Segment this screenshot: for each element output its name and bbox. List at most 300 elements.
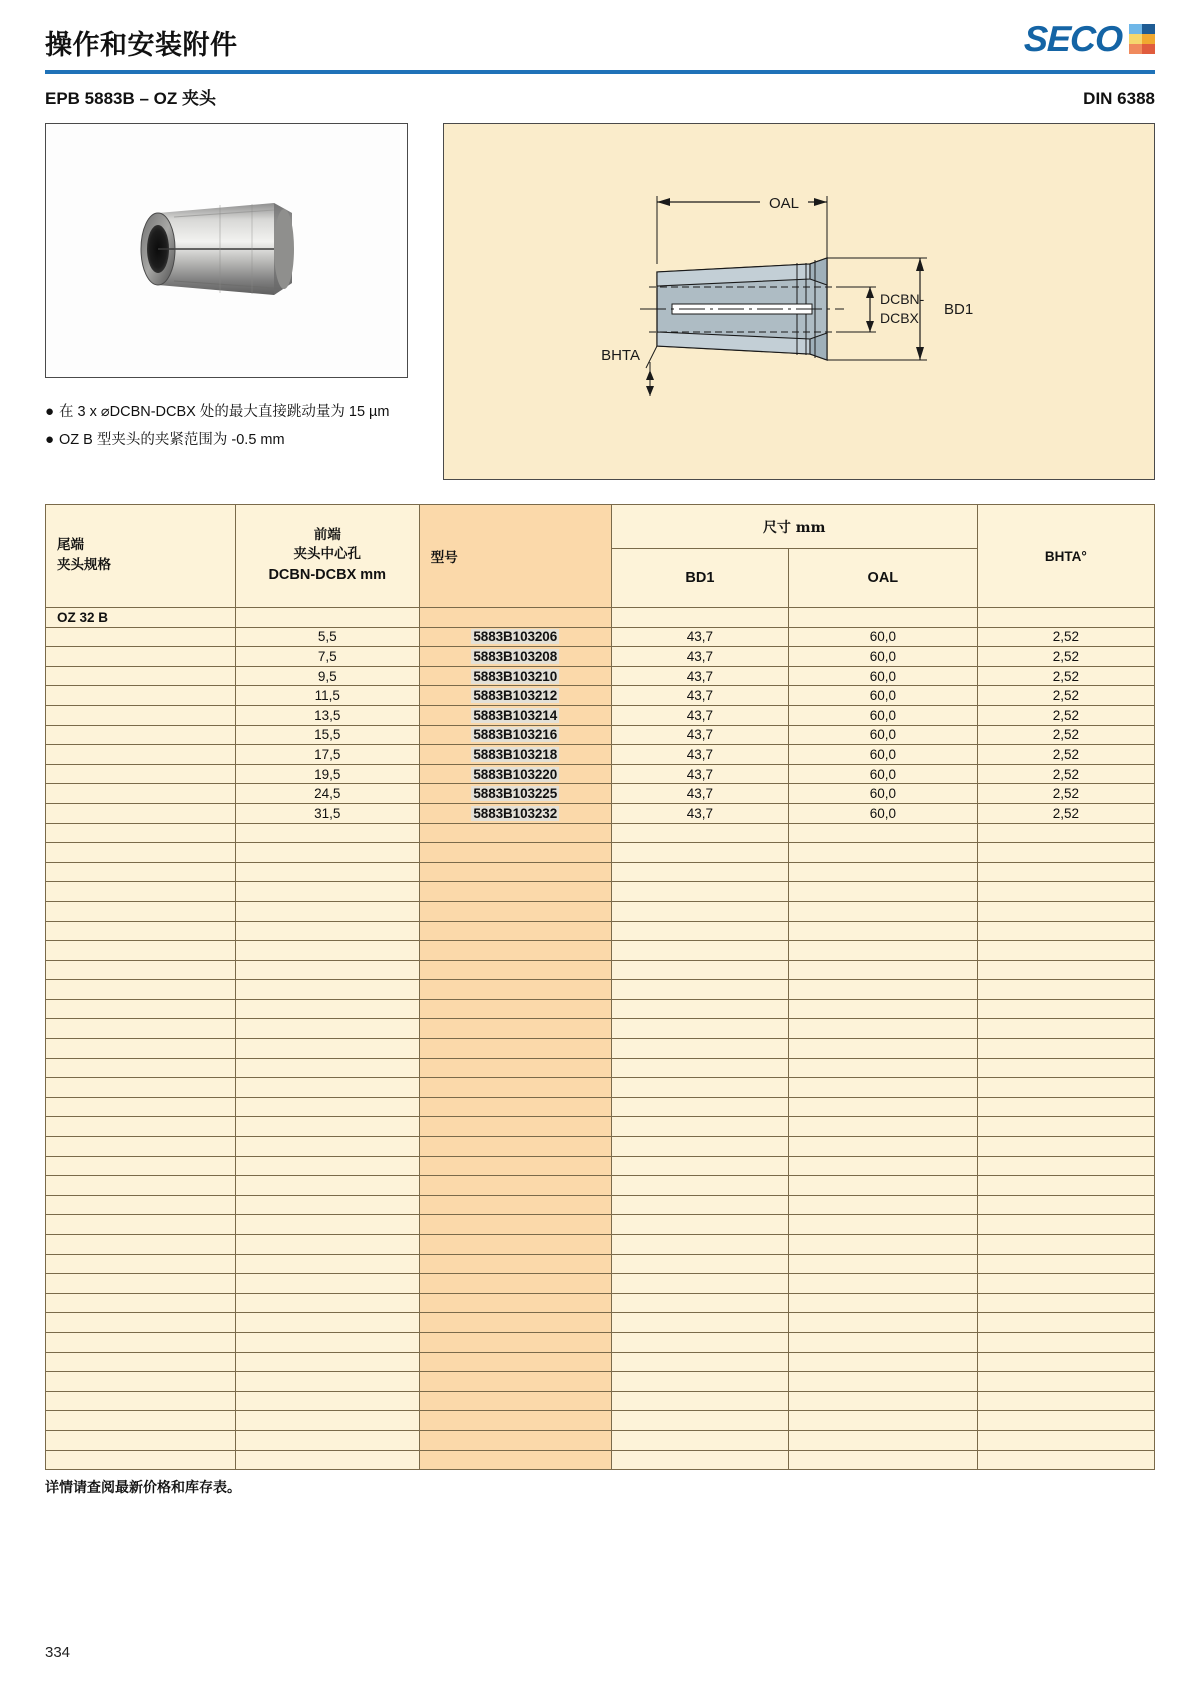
- cell-oal: [789, 823, 978, 843]
- cell-collet-size: [46, 666, 236, 686]
- cell-collet-size: [46, 1019, 236, 1039]
- cell-dcbn-dcbx: [235, 862, 419, 882]
- cell-bhta: [977, 901, 1154, 921]
- header-oal: OAL: [789, 549, 978, 608]
- page-header: [45, 0, 1155, 62]
- cell-bhta: [977, 1274, 1154, 1294]
- cell-oal: [789, 1137, 978, 1157]
- cell-dcbn-dcbx: 11,5: [235, 686, 419, 706]
- cell-oal: [789, 1313, 978, 1333]
- cell-bhta: [977, 1019, 1154, 1039]
- cell-oal: [789, 1450, 978, 1470]
- dimension-label-dcbx: DCBX: [880, 310, 919, 326]
- cell-order-number: [419, 1332, 611, 1352]
- cell-oal: 60,0: [789, 666, 978, 686]
- header-shank-size-line2: 夹头规格: [57, 557, 111, 573]
- cell-oal: [789, 1391, 978, 1411]
- cell-dcbn-dcbx: 24,5: [235, 784, 419, 804]
- cell-dcbn-dcbx: 7,5: [235, 647, 419, 667]
- table-row[interactable]: [46, 725, 1155, 745]
- cell-collet-size: [46, 1391, 236, 1411]
- table-row-empty: [46, 1411, 1155, 1431]
- cell-bd1: [611, 823, 788, 843]
- cell-bd1: 43,7: [611, 745, 788, 765]
- cell-oal: [789, 960, 978, 980]
- table-row-empty: [46, 1097, 1155, 1117]
- cell-bd1: 43,7: [611, 764, 788, 784]
- logo-square-6: [1142, 44, 1155, 54]
- cell-bd1: [611, 1137, 788, 1157]
- cell-collet-size: [46, 647, 236, 667]
- dimension-label-bd1: BD1: [944, 301, 974, 318]
- cell-order-number: [419, 999, 611, 1019]
- table-row-empty: [46, 1332, 1155, 1352]
- cell-bd1: 43,7: [611, 705, 788, 725]
- cell-order-number: [419, 1078, 611, 1098]
- table-row[interactable]: [46, 627, 1155, 647]
- cell-dcbn-dcbx: [235, 823, 419, 843]
- cell-order-number: [419, 1411, 611, 1431]
- cell-dcbn-dcbx: [235, 1391, 419, 1411]
- page-title: 操作和安装附件: [45, 30, 238, 61]
- cell-oal: 60,0: [789, 745, 978, 765]
- cell-bd1: [611, 901, 788, 921]
- cell-dcbn-dcbx: [235, 1332, 419, 1352]
- cell-dcbn-dcbx: [235, 1274, 419, 1294]
- table-row-empty: [46, 980, 1155, 1000]
- cell-bhta: 2,52: [977, 647, 1154, 667]
- table-row[interactable]: [46, 647, 1155, 667]
- cell-order-number: [419, 1293, 611, 1313]
- table-row-empty: [46, 1372, 1155, 1392]
- table-row-empty: [46, 1274, 1155, 1294]
- cell-collet-size: [46, 1039, 236, 1059]
- bullet-text: OZ B 型夹头的夹紧范围为 -0.5 mm: [59, 431, 285, 448]
- cell-bd1: [611, 921, 788, 941]
- cell-dcbn-dcbx: [235, 921, 419, 941]
- table-row-empty: [46, 921, 1155, 941]
- cell-oal: [789, 1372, 978, 1392]
- cell-dcbn-dcbx: [235, 1372, 419, 1392]
- dimension-label-oal: OAL: [768, 195, 800, 212]
- cell-oal: [789, 1235, 978, 1255]
- logo-square-2: [1142, 24, 1155, 34]
- cell-order-number: [419, 1195, 611, 1215]
- cell-bhta: [977, 1097, 1154, 1117]
- cell-order-number[interactable]: 5883B103218: [419, 745, 611, 765]
- collet-dimension-drawing: [444, 124, 1154, 479]
- cell-collet-size: [46, 745, 236, 765]
- cell-dcbn-dcbx: [235, 1430, 419, 1450]
- cell-bd1: [611, 1078, 788, 1098]
- cell-bd1: [611, 1058, 788, 1078]
- cell-order-number: [419, 1372, 611, 1392]
- cell-oal: [789, 1430, 978, 1450]
- cell-bhta: [977, 941, 1154, 961]
- cell-collet-size: [46, 901, 236, 921]
- cell-dcbn-dcbx: 17,5: [235, 745, 419, 765]
- cell-order-number[interactable]: 5883B103206: [419, 627, 611, 647]
- cell-order-number: [419, 1450, 611, 1470]
- cell-dcbn-dcbx: [235, 1450, 419, 1470]
- cell-bd1: [611, 882, 788, 902]
- cell-oal: [789, 999, 978, 1019]
- cell-oal: [789, 1058, 978, 1078]
- cell-oal: [789, 1195, 978, 1215]
- cell-oal: [789, 1274, 978, 1294]
- table-row-empty: [46, 1450, 1155, 1470]
- product-title: EPB 5883B – OZ 夹头: [45, 89, 217, 108]
- header-rule: [45, 70, 1155, 74]
- cell-order-number: [419, 1254, 611, 1274]
- cell-bhta: 2,52: [977, 666, 1154, 686]
- cell-bhta: [977, 1450, 1154, 1470]
- cell-dcbn-dcbx: [235, 1235, 419, 1255]
- cell-dcbn-dcbx: [235, 1097, 419, 1117]
- cell-bhta: 2,52: [977, 803, 1154, 823]
- table-row-empty: [46, 1254, 1155, 1274]
- header-shank-size-line1: 尾端: [57, 537, 84, 554]
- cell-oal: [789, 1254, 978, 1274]
- cell-bd1: [611, 1450, 788, 1470]
- cell-bd1: [611, 1215, 788, 1235]
- cell-bd1: 43,7: [611, 666, 788, 686]
- table-row-empty: [46, 1078, 1155, 1098]
- header-order-number: 型号: [419, 505, 611, 608]
- list-item: [45, 398, 408, 426]
- cell-dcbn-dcbx: 15,5: [235, 725, 419, 745]
- table-row-empty: [46, 901, 1155, 921]
- cell-order-number: [419, 1156, 611, 1176]
- cell-order-number: [419, 1137, 611, 1157]
- cell-dcbn-dcbx: [235, 1117, 419, 1137]
- cell-collet-size: [46, 823, 236, 843]
- cell-oal: [789, 862, 978, 882]
- table-row-empty: [46, 1313, 1155, 1333]
- cell-bd1: [611, 1039, 788, 1059]
- table-row-empty: [46, 1195, 1155, 1215]
- cell-dcbn-dcbx: [235, 1215, 419, 1235]
- header-bhta: BHTA°: [977, 505, 1154, 608]
- cell-bhta: [977, 1176, 1154, 1196]
- table-row[interactable]: [46, 803, 1155, 823]
- cell-oal: 60,0: [789, 764, 978, 784]
- table-row[interactable]: [46, 666, 1155, 686]
- cell-order-number[interactable]: 5883B103212: [419, 686, 611, 706]
- cell-oal: 60,0: [789, 803, 978, 823]
- cell-bhta: 2,52: [977, 686, 1154, 706]
- logo-square-5: [1129, 44, 1142, 54]
- cell-oal: 60,0: [789, 686, 978, 706]
- cell-bd1: 43,7: [611, 725, 788, 745]
- cell-oal: [789, 1332, 978, 1352]
- cell-bd1: [611, 1254, 788, 1274]
- cell-order-number: [419, 1058, 611, 1078]
- cell-order-number[interactable]: 5883B103225: [419, 784, 611, 804]
- cell-collet-size: [46, 784, 236, 804]
- cell-order-number: [419, 1430, 611, 1450]
- table-row-empty: [46, 999, 1155, 1019]
- cell-collet-size: [46, 1117, 236, 1137]
- cell-collet-size: [46, 1215, 236, 1235]
- cell-collet-size: [46, 882, 236, 902]
- table-row-empty: [46, 1039, 1155, 1059]
- cell-order-number[interactable]: 5883B103232: [419, 803, 611, 823]
- specification-table: [45, 504, 1155, 1470]
- cell-order-number: [419, 1391, 611, 1411]
- cell-order-number: [419, 1215, 611, 1235]
- cell-oal: [789, 843, 978, 863]
- cell-bd1: 43,7: [611, 686, 788, 706]
- cell-bd1: [611, 1156, 788, 1176]
- table-row-empty: [46, 1293, 1155, 1313]
- cell-bd1: [611, 862, 788, 882]
- cell-bd1: [611, 999, 788, 1019]
- logo-square-3: [1129, 34, 1142, 44]
- cell-bd1: 43,7: [611, 647, 788, 667]
- cell-collet-size: [46, 980, 236, 1000]
- cell-bhta: [977, 1117, 1154, 1137]
- cell-bhta: [977, 921, 1154, 941]
- cell-bhta: [977, 1352, 1154, 1372]
- cell-collet-size: [46, 1156, 236, 1176]
- cell-collet-size: [46, 999, 236, 1019]
- footer-note: 详情请查阅最新价格和库存表。: [45, 1480, 241, 1497]
- cell-bhta: [977, 1293, 1154, 1313]
- cell-bd1: [611, 941, 788, 961]
- table-row-empty: [46, 1019, 1155, 1039]
- cell-order-number: [419, 1313, 611, 1333]
- cell-collet-size: [46, 843, 236, 863]
- cell-order-number[interactable]: 5883B103210: [419, 666, 611, 686]
- table-body: [46, 608, 1155, 1470]
- cell-collet-size: [46, 1411, 236, 1431]
- cell-oal: [789, 1176, 978, 1196]
- table-header-group-row: [46, 505, 1155, 549]
- product-subheader: [45, 84, 1155, 117]
- cell-bd1: 43,7: [611, 784, 788, 804]
- cell-dcbn-dcbx: 9,5: [235, 666, 419, 686]
- bullet-icon: ●: [45, 403, 55, 420]
- table-row-empty: [46, 960, 1155, 980]
- cell-bhta: [977, 1137, 1154, 1157]
- cell-oal: [789, 1019, 978, 1039]
- table-row-empty: [46, 882, 1155, 902]
- logo-color-squares: [1129, 24, 1155, 54]
- cell-dcbn-dcbx: [235, 843, 419, 863]
- cell-order-number: [419, 882, 611, 902]
- cell-bhta: [977, 1430, 1154, 1450]
- cell-dcbn-dcbx: [235, 1156, 419, 1176]
- table-row-empty: [46, 823, 1155, 843]
- cell-oal: 60,0: [789, 725, 978, 745]
- cell-order-number: [419, 823, 611, 843]
- header-dcbn-line2: 夹头中心孔: [293, 546, 361, 563]
- cell-bd1: [611, 1352, 788, 1372]
- cell-order-number[interactable]: 5883B103208: [419, 647, 611, 667]
- cell-bd1: [611, 1019, 788, 1039]
- cell-bd1: [611, 1391, 788, 1411]
- cell-order-number[interactable]: 5883B103216: [419, 725, 611, 745]
- cell-bhta: [977, 1411, 1154, 1431]
- cell-oal: [789, 901, 978, 921]
- cell-dcbn-dcbx: [235, 1411, 419, 1431]
- cell-bd1: [611, 1117, 788, 1137]
- logo-square-1: [1129, 24, 1142, 34]
- cell-oal: [789, 882, 978, 902]
- table-row[interactable]: [46, 705, 1155, 725]
- cell-bhta: [977, 1039, 1154, 1059]
- cell-dcbn-dcbx: [235, 1176, 419, 1196]
- cell-bd1: [611, 843, 788, 863]
- cell-bd1: [611, 608, 788, 628]
- table-row-empty: [46, 1391, 1155, 1411]
- cell-oal: 60,0: [789, 705, 978, 725]
- cell-bhta: [977, 1078, 1154, 1098]
- cell-bhta: [977, 862, 1154, 882]
- cell-bhta: [977, 1235, 1154, 1255]
- cell-collet-size: [46, 1450, 236, 1470]
- dimension-label-bhta: BHTA: [601, 347, 640, 364]
- table-row[interactable]: [46, 745, 1155, 765]
- cell-dcbn-dcbx: [235, 1313, 419, 1333]
- cell-collet-size: [46, 686, 236, 706]
- cell-order-number[interactable]: 5883B103214: [419, 705, 611, 725]
- collet-photo-graphic: [124, 179, 324, 319]
- table-row-empty: [46, 862, 1155, 882]
- cell-bhta: [977, 1195, 1154, 1215]
- cell-dcbn-dcbx: 13,5: [235, 705, 419, 725]
- product-photo: [45, 123, 408, 378]
- cell-order-number: [419, 980, 611, 1000]
- cell-order-number: [419, 941, 611, 961]
- cell-collet-size: [46, 1058, 236, 1078]
- cell-bd1: [611, 1372, 788, 1392]
- cell-dcbn-dcbx: 19,5: [235, 764, 419, 784]
- table-row-empty: [46, 1215, 1155, 1235]
- cell-bd1: [611, 960, 788, 980]
- cell-dcbn-dcbx: [235, 1254, 419, 1274]
- standard-reference: DIN 6388: [1083, 89, 1155, 108]
- cell-bd1: [611, 1332, 788, 1352]
- header-dcbn-dcbx: [235, 505, 419, 608]
- cell-bhta: 2,52: [977, 627, 1154, 647]
- cell-bhta: [977, 1372, 1154, 1392]
- cell-order-number: [419, 901, 611, 921]
- cell-collet-size: [46, 1137, 236, 1157]
- table-row-empty: [46, 1156, 1155, 1176]
- cell-collet-size: [46, 803, 236, 823]
- cell-bhta: [977, 1391, 1154, 1411]
- cell-collet-size: [46, 1332, 236, 1352]
- cell-order-number: [419, 843, 611, 863]
- cell-oal: [789, 1293, 978, 1313]
- cell-bhta: 2,52: [977, 725, 1154, 745]
- header-shank-size: [46, 505, 236, 608]
- cell-oal: [789, 1078, 978, 1098]
- cell-collet-size: [46, 705, 236, 725]
- cell-oal: [789, 921, 978, 941]
- cell-collet-size: [46, 1176, 236, 1196]
- cell-oal: [789, 608, 978, 628]
- cell-dcbn-dcbx: 31,5: [235, 803, 419, 823]
- cell-dcbn-dcbx: [235, 608, 419, 628]
- cell-bhta: 2,52: [977, 705, 1154, 725]
- cell-order-number: [419, 862, 611, 882]
- cell-order-number: [419, 1019, 611, 1039]
- cell-bd1: [611, 1313, 788, 1333]
- table-row-empty: [46, 941, 1155, 961]
- cell-dcbn-dcbx: [235, 1058, 419, 1078]
- cell-order-number: [419, 960, 611, 980]
- cell-bhta: [977, 1254, 1154, 1274]
- cell-bd1: [611, 1430, 788, 1450]
- header-dimensions-group: 尺寸 mm: [611, 505, 977, 549]
- page-number: 334: [45, 1644, 71, 1661]
- cell-collet-size: [46, 1195, 236, 1215]
- cell-collet-size: [46, 1235, 236, 1255]
- cell-bd1: 43,7: [611, 803, 788, 823]
- cell-collet-size: [46, 1274, 236, 1294]
- cell-bhta: [977, 1332, 1154, 1352]
- table-row-empty: [46, 1058, 1155, 1078]
- table-row[interactable]: [46, 686, 1155, 706]
- cell-dcbn-dcbx: [235, 980, 419, 1000]
- table-row-empty: [46, 1117, 1155, 1137]
- table-row-empty: [46, 1235, 1155, 1255]
- cell-dcbn-dcbx: [235, 882, 419, 902]
- cell-collet-size: OZ 32 B: [46, 608, 236, 628]
- cell-order-number[interactable]: 5883B103220: [419, 764, 611, 784]
- cell-bd1: [611, 1176, 788, 1196]
- dimension-label-dcbn: DCBN-: [880, 291, 925, 307]
- table-row-empty: [46, 1176, 1155, 1196]
- table-row-empty: [46, 1352, 1155, 1372]
- cell-oal: [789, 980, 978, 1000]
- header-dcbn-line3: DCBN-DCBX mm: [268, 567, 387, 584]
- cell-order-number: [419, 1274, 611, 1294]
- cell-oal: 60,0: [789, 784, 978, 804]
- table-row[interactable]: [46, 764, 1155, 784]
- cell-bd1: [611, 1293, 788, 1313]
- cell-oal: [789, 1097, 978, 1117]
- cell-bhta: 2,52: [977, 764, 1154, 784]
- cell-bd1: [611, 1235, 788, 1255]
- cell-collet-size: [46, 921, 236, 941]
- cell-dcbn-dcbx: [235, 1293, 419, 1313]
- cell-bhta: [977, 1058, 1154, 1078]
- cell-oal: 60,0: [789, 647, 978, 667]
- cell-bhta: [977, 980, 1154, 1000]
- cell-collet-size: [46, 1372, 236, 1392]
- cell-dcbn-dcbx: [235, 1078, 419, 1098]
- cell-oal: 60,0: [789, 627, 978, 647]
- cell-dcbn-dcbx: [235, 1039, 419, 1059]
- cell-order-number: [419, 608, 611, 628]
- table-row: [46, 608, 1155, 628]
- cell-bhta: [977, 843, 1154, 863]
- table-row[interactable]: [46, 784, 1155, 804]
- cell-dcbn-dcbx: [235, 941, 419, 961]
- cell-bhta: [977, 1156, 1154, 1176]
- cell-collet-size: [46, 627, 236, 647]
- cell-dcbn-dcbx: [235, 960, 419, 980]
- bullet-icon: ●: [45, 430, 55, 448]
- header-dcbn-line1: 前端: [313, 526, 341, 543]
- table-row-empty: [46, 843, 1155, 863]
- cell-oal: [789, 1411, 978, 1431]
- cell-dcbn-dcbx: [235, 1019, 419, 1039]
